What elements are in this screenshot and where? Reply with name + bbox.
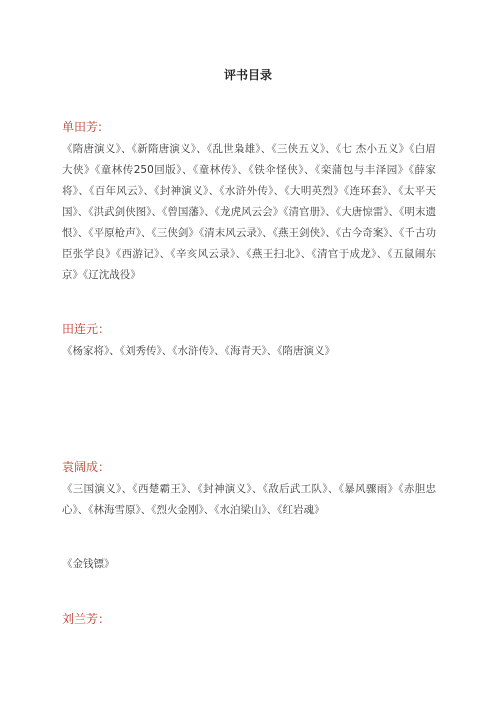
- narrator-name-yuan-kuocheng: 袁阔成：: [62, 460, 111, 474]
- works-list-yuan-kuocheng-extra: 《金钱镖》: [62, 558, 115, 570]
- works-list-tian-lianyuan: 《杨家将》、《刘秀传》、《水浒传》、《海青天》、《隋唐演义》: [62, 345, 335, 357]
- document-title: 评书目录: [223, 68, 272, 82]
- works-list-yuan-kuocheng: 《三国演义》、《西楚霸王》、《封神演义》、《敌后武工队》、《暴风骤雨》《赤胆忠心》、《林海雪原》、《烈火金刚》、《水泊梁山》、《红岩魂》: [62, 483, 436, 516]
- narrator-name-shan-tianfang: 单田芳:: [62, 120, 103, 134]
- narrator-name-tian-lianyuan: 田连元：: [62, 322, 111, 336]
- narrator-name-liu-lanfang: 刘兰芳：: [62, 612, 111, 626]
- works-list-shan-tianfang: 《隋唐演义》、《新隋唐演义》、《乱世枭雄》、《三侠五义》、《七 杰小五义》《白眉大侠》《童林传250回版》、《童林传》、《铁伞怪侠》、《栾蒲包与丰泽园》《薛家将》、《百年风云》、《封神演义》、《水浒外传》、《大明英烈》《连环套》、《太平天国》、《洪武剑侠图》、《曾国藩》、《龙虎风云会》《清官册》、《大唐惊雷》、《明末遗恨》、《平原枪声》、《三侠剑》《清末风云录》、《燕王剑侠》、《古今奇案》、《千古功臣张学良》《西游记》、《辛亥风云录》、《燕王扫北》、《清官于成龙》、《五鼠闹东京》《辽沈战役》: [62, 143, 436, 281]
